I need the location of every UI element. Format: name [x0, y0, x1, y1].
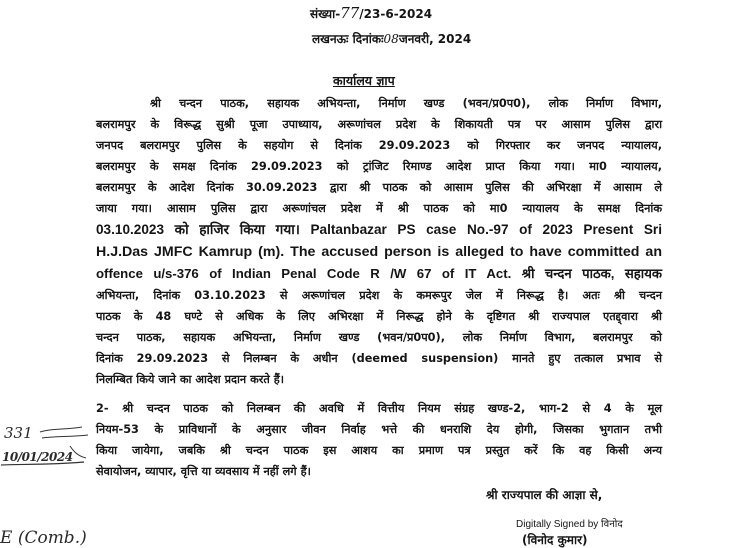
- letter-number-handwritten: 77: [340, 4, 360, 22]
- stamp-scribble-icon: [0, 418, 92, 478]
- body-line: दिनांक 29.09.2023 से निलम्बन के अधीन (deemed suspension) मानते हुए तत्काल प्रभाव से: [96, 352, 662, 365]
- document-title: कार्यालय ज्ञाप: [333, 73, 395, 88]
- signatory-name: (विनोद कुमार): [522, 533, 588, 547]
- body-line: बलरामपुर के आदेश दिनांक 30.09.2023 द्वारा श्री पाठक को आसाम पुलिस की अभिरक्षा में आसाम ले: [96, 181, 662, 194]
- body-line: 2- श्री चन्दन पाठक को निलम्बन की अवधि में वित्तीय नियम संग्रह खण्ड-2, भाग-2 से 4 के मूल: [96, 402, 662, 415]
- stamp-date: 10/01/2024: [2, 450, 73, 464]
- place-date-prefix: लखनऊः दिनांकः: [312, 32, 384, 46]
- body-line: 03.10.2023 को हाजिर किया गया। Paltanbazar PS case No.-97 of 2023 Present Sri: [96, 222, 662, 237]
- letter-number-label: संख्या-: [310, 7, 341, 21]
- body-line: नियम-53 के प्राविधानों के अनुसार जीवन निर्वाह भत्ते की धनराशि देय होगी, जिसका भुगतान तभी: [96, 423, 662, 436]
- place-date-suffix: जनवरी, 2024: [398, 32, 472, 46]
- body-line: श्री चन्दन पाठक, सहायक अभियन्ता, निर्माण खण्ड (भवन/प्र0प0), लोक निर्माण विभाग,: [150, 97, 662, 110]
- body-line: बलरामपुर के विरूद्ध सुश्री पूजा उपाध्याय, अरूणांचल प्रदेश के शिकायती पत्र पर आसाम पुलिस द्वारा: [96, 118, 662, 131]
- margin-handwriting: E (Comb.): [0, 528, 87, 548]
- letter-number-suffix: /23-6-2024: [359, 7, 433, 21]
- body-line: offence u/s-376 of Indian Penal Code R /W 67 of IT Act. श्री चन्दन पाठक, सहायक: [96, 266, 662, 281]
- digital-signature-label: Digitally Signed by विनोद: [516, 519, 623, 530]
- body-line: किया जायेगा, जबकि श्री चन्दन पाठक इस आशय का प्रमाण पत्र प्रस्तुत करें कि वह किसी अन्य: [96, 444, 662, 457]
- body-line: H.J.Das JMFC Kamrup (m). The accused person is alleged to have committed an: [96, 244, 662, 260]
- stamp-number: 331: [4, 424, 33, 442]
- body-line: बलरामपुर के समक्ष दिनांक 29.09.2023 को ट्रांजिट रिमाण्ड आदेश प्राप्त किया गया। मा0 न्यायालय,: [96, 160, 662, 173]
- place-date: [312, 30, 471, 47]
- body-line: पाठक के 48 घण्टे से अधिक के लिए अभिरक्षा में निरूद्ध होने के दृष्टिगत श्री राज्यपाल एतद्द्वारा श्री: [96, 310, 662, 323]
- body-line: जनपद बलरामपुर पुलिस के सहयोग से दिनांक 29.09.2023 को गिरफ्तार कर जनपद न्यायालय,: [96, 139, 662, 152]
- place-date-handwritten: 08: [383, 32, 399, 46]
- body-line: अभियन्ता, दिनांक 03.10.2023 से अरूणांचल प्रदेश के कमरूपुर जेल में निरूद्ध है। अतः श्री चन्दन: [96, 289, 662, 302]
- body-line: सेवायोजन, व्यापार, वृत्ति या व्यवसाय में नहीं लगे हैं।: [96, 465, 311, 478]
- body-line: जाया गया। आसाम पुलिस द्वारा अरूणांचल प्रदेश में श्री पाठक को मा0 न्यायालय के समक्ष दिनांक: [96, 202, 662, 215]
- body-line: चन्दन पाठक, सहायक अभियन्ता, निर्माण खण्ड (भवन/प्र0प0), लोक निर्माण विभाग, बलरामपुर को: [96, 331, 662, 344]
- body-line: निलम्बित किये जाने का आदेश प्रदान करते हैं।: [96, 373, 285, 386]
- letter-number: [310, 4, 432, 22]
- order-line: श्री राज्यपाल की आज्ञा से,: [486, 488, 603, 502]
